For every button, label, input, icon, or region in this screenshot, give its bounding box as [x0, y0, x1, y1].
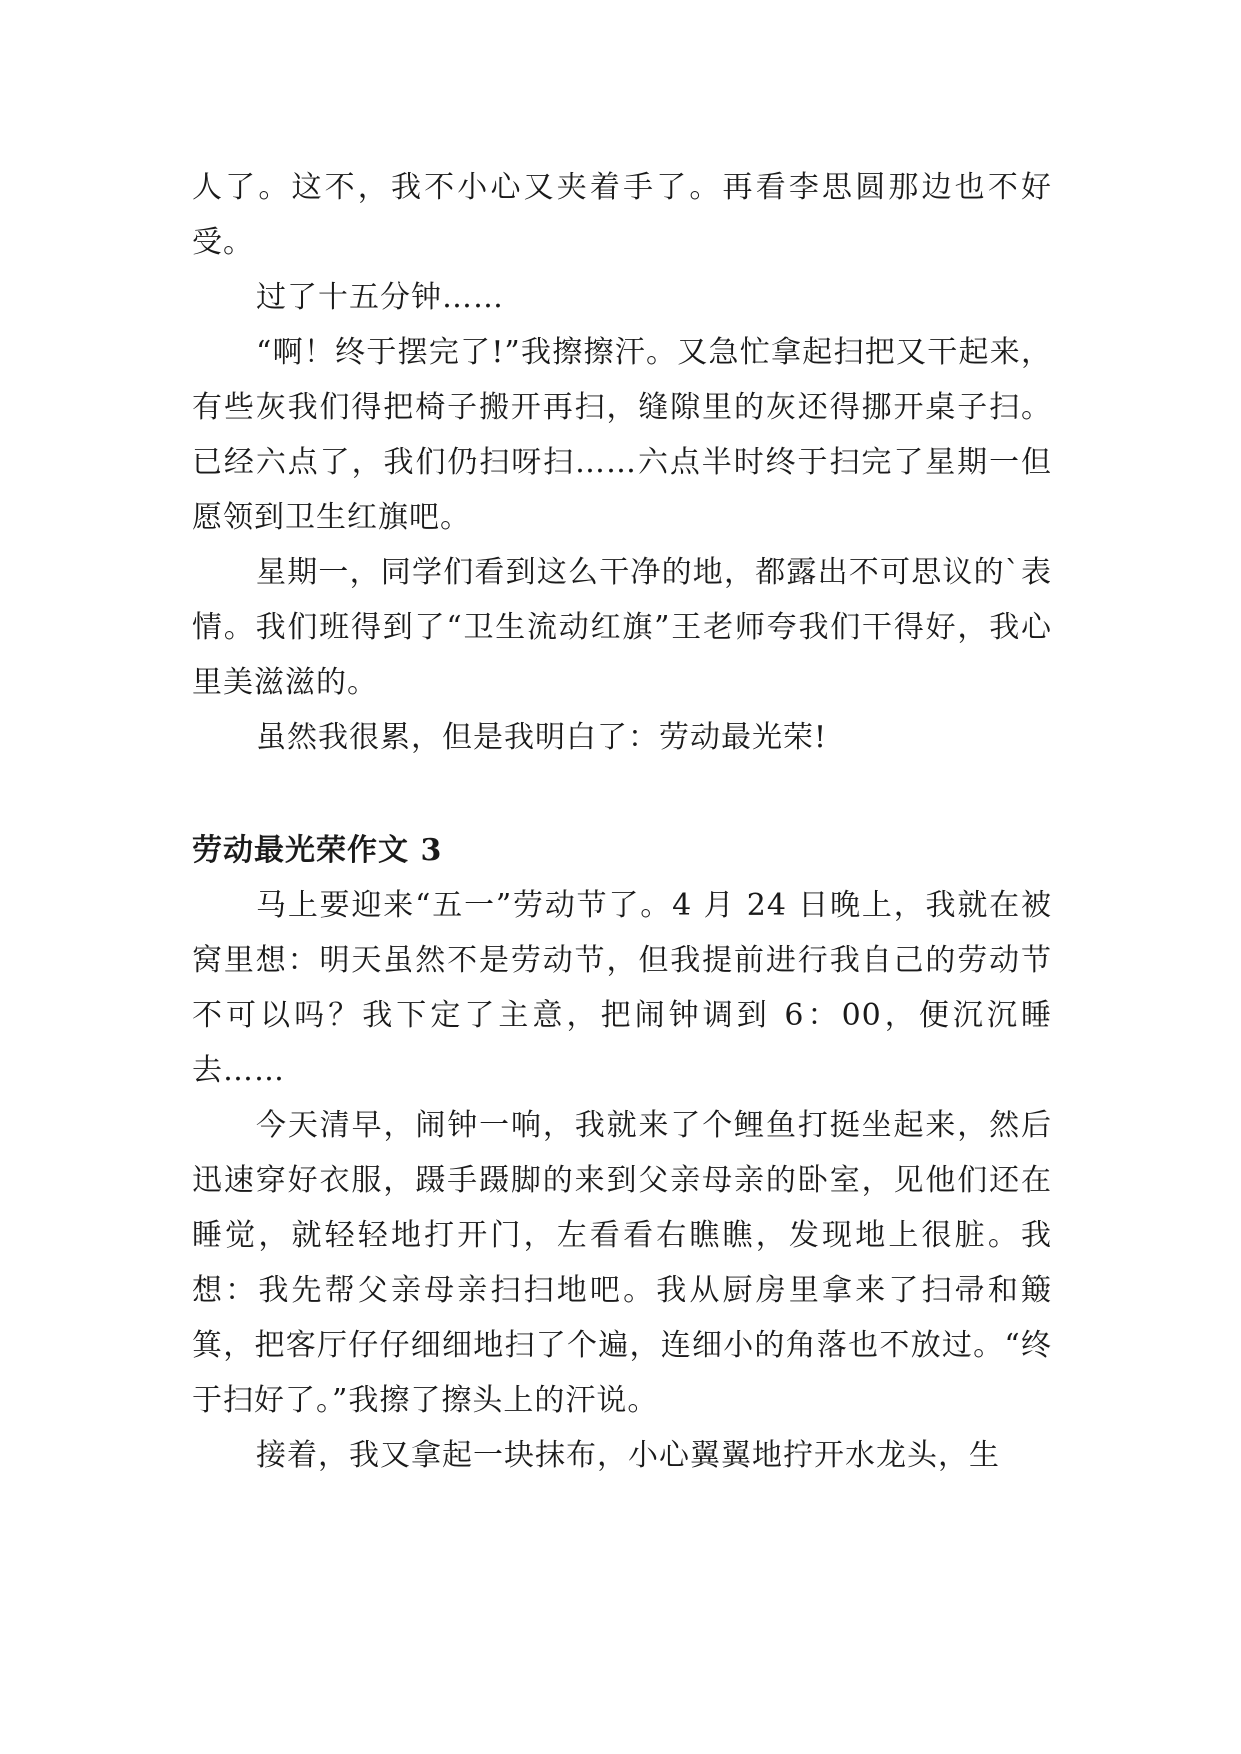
section-title: 劳动最光荣作文 3: [192, 833, 443, 868]
paragraph-5: 虽然我很累，但是我明白了：劳动最光荣!: [256, 720, 828, 755]
paragraph-3: “啊！终于摆完了!”我擦擦汗。又急忙拿起扫把又干起来，有些灰我们得把椅子搬开再扫，缝隙里的灰还得挪开桌子扫。已经六点了，我们仍扫呀扫……六点半时终于扫完了星期一但愿领到卫生红旗吧。: [192, 335, 1052, 535]
document-page: [192, 160, 1052, 1483]
paragraph-4: 星期一，同学们看到这么干净的地，都露出不可思议的`表情。我们班得到了“卫生流动红旗”王老师夸我们干得好，我心里美滋滋的。: [192, 555, 1052, 700]
paragraph-8: 接着，我又拿起一块抹布，小心翼翼地拧开水龙头，生: [256, 1438, 1000, 1473]
paragraph-2: 过了十五分钟……: [256, 280, 504, 315]
paragraph-6: 马上要迎来“五一”劳动节了。4 月 24 日晚上，我就在被窝里想：明天虽然不是劳动节，但我提前进行我自己的劳动节不可以吗？我下定了主意，把闹钟调到 6：00，便沉沉睡去……: [192, 888, 1052, 1088]
paragraph-7: 今天清早，闹钟一响，我就来了个鲤鱼打挺坐起来，然后迅速穿好衣服，蹑手蹑脚的来到父亲母亲的卧室，见他们还在睡觉，就轻轻地打开门，左看看右瞧瞧，发现地上很脏。我想：我先帮父亲母亲扫扫地吧。我从厨房里拿来了扫帚和簸箕，把客厅仔仔细细地扫了个遍，连细小的角落也不放过。“终于扫好了。”我擦了擦头上的汗说。: [192, 1108, 1052, 1418]
paragraph-1: 人了。这不，我不小心又夹着手了。再看李思圆那边也不好受。: [192, 170, 1052, 260]
